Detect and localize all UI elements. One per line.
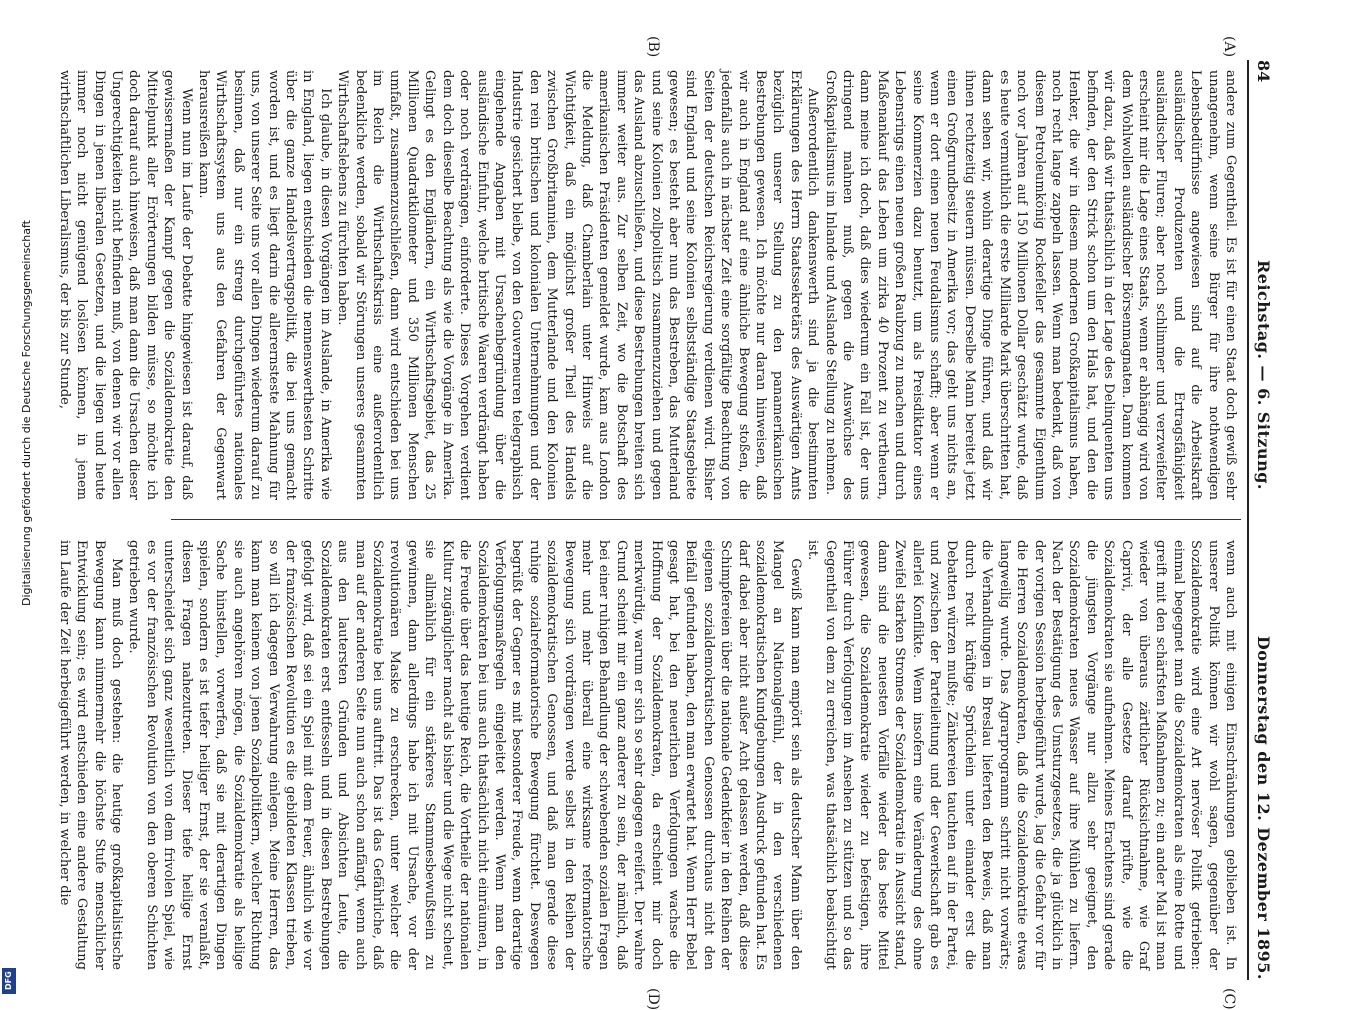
left-paragraph: andere zum Gegentheil. Es ist für einen Staat doch gewiß sehr unangenehm, wenn seine Bürger für ihre nothwendigen Lebensbedürfnisse angewiesen sind auf die Arbeitskraft ausländischer Produzenten und die Ertragsfähigkeit ausländischer Fluren; aber noch schlimmer und verzweifelter erscheint mir die Lage eines Staats, wenn er abhängig wird von dem Wohlwollen ausländischer Börsenmagnaten. Dann kommen wir dazu, daß wir thatsächlich in der Lage des Delinquenten uns befinden, der den Strick schon um den Hals hat, und den die Henker, die wir in diesem modernen Großkapitalismus haben, noch recht lange zappeln lassen. Wenn man bedenkt, daß von diesem Petroleumkönig Rockefeller das gesammte Eigenthum noch vor Jahren auf 150 Millionen Dollar geschätzt wurde, daß es heute vermuthlich die erste Milliarde Mark überschritten hat, dann sehen wir, wohin derartige Dinge führen, und daß wir ihnen rechtzeitig steuern müssen. Derselbe Mann bereitet jetzt einen Großgrundbesitz in Amerika vor; das geht uns nichts an, wenn er dort einen neuen Feudalismus schafft; aber wenn er seine Kommerzien dazu benutzt, um als Preisdiktator eines Lebensrings einen neuen großen Raubzug zu machen und durch Maßenankauf das Leben um zirka 40 Prozent zu vertheuern, dann meine ich doch, daß dies wiederum ein Fall ist, der uns dringend mahnen muß, gegen die Auswüchse des Großkapitalismus im Inlande und Auslande Stellung zu nehmen. bbox=[822, 70, 1238, 500]
left-paragraph: Wenn nun im Laufe der Debatte hingewiesen ist darauf, daß gewissermaßen der Kampf gegen die Sozialdemokratie den Mittelpunkt aller Erörterungen bilden müsse, so möchte ich doch darauf auch hinweisen, daß man dann die Ursachen dieser Ungerechtigkeiten nicht befinden muß, von denen wir vor allen Dingen in jenen liberalen Gesetzen, und die liegen und heute immer noch nicht genügend loslösen können, in jenem wirthschaftlichen Liberalismus, der bis zur Stunde, bbox=[56, 70, 194, 500]
right-paragraph: wenn auch mit einigen Einschränkungen geblieben ist. In unserer Politik können wir wohl sagen, gegenüber der Sozialdemokratie wird eine Art nervöser Politik getrieben: einmal begegnet man die Sozialdemokraten als eine Rotte und greift mit den schärfsten Maßnahmen zu; ein ander Mal ist man wieder von überaus zärtlicher Rücksichtnahme, wie Graf Caprivi, der alle Gesetze darauf prüfte, wie die Sozialdemokraten sie aufnehmen. Meines Erachtens sind gerade die jüngsten Vorgänge nur allzu sehr geeignet, den Sozialdemokraten neues Wasser auf ihre Mühlen zu liefern. Nach der Bestätigung des Umsturzgesetzes, die ja glücklich in der vorigen Session herbeigeführt wurde, lag die Gefahr vor für die Herren Sozialdemokraten, daß die Sozialdemokratie etwas langweilig wurde. Das Agrarprogramm schritt nicht vorwärts; die Verhandlungen in Breslau lieferten den Beweis, daß man durch recht kräftige Sprüchlein unter einander erst die Debatten würzen mußte; Zänkereien tauchten auf in der Partei, und zwischen der Parteileitung und der Gewerkschaft gab es allerlei Konflikte. Wenn insofern eine Veränderung des ohne Zweifel starken Stromes der Sozialdemokratie in Aussicht stand, dann sind die neuesten Vorfälle wieder das beste Mittel gewesen, die Sozialdemokratie wieder zu befestigen, ihre Führer durch Verfolgungen im Ansehen zu stützen und so das Gegentheil von dem zu erreichen, was thatsächlich beabsichtigt ist. bbox=[805, 540, 1238, 970]
credit-text: Digitalisierung gefördert durch die Deutsche Forschungsgemeinschaft bbox=[20, 220, 33, 606]
dfg-logo: DFG bbox=[2, 968, 16, 994]
page-date: Donnerstag den 12. Dezember 1895. bbox=[1254, 635, 1273, 980]
margin-marker-a: (A) bbox=[1221, 36, 1237, 58]
left-column bbox=[56, 70, 1239, 500]
margin-marker-b: (B) bbox=[645, 36, 661, 58]
margin-marker-c: (C) bbox=[1221, 988, 1237, 1010]
right-column bbox=[56, 540, 1239, 970]
header-rule bbox=[1247, 60, 1249, 980]
left-paragraph: Ich glaube, in diesen Vorgängen im Auslande, in Amerika wie in England, liegen entschieden die nennenswerthesten Schritte über die ganze Handelsvertragspolitik, die bei uns gemacht worden ist, und es liegt darin die allerernsteste Mahnung für uns, von unserer Seite uns vor allen Dingen wiederum darauf zu besinnen, daß nur ein streng durchgeführtes nationales Wirthschaftssystem uns aus den Gefahren der Gegenwart herausreißen kann. bbox=[196, 70, 333, 500]
page-title: Reichstag. — 6. Sitzung. bbox=[1254, 260, 1273, 490]
right-paragraph: Man muß doch gestehen: die heutige großkapitalistische Bewegung kann nimmermehr die höchste Stufe menschlicher Entwicklung sein; es wird entschieden eine andere Gestaltung im Laufe der Zeit herbeigeführt werden, in welcher die bbox=[56, 540, 124, 970]
digitization-credit bbox=[2, 0, 33, 1000]
left-paragraph: Außerordentlich dankenswerth sind ja die bestimmten Erklärungen des Herrn Staatssekretärs des Auswärtigen Amts bezüglich unserer Stellung zu den panamerikanischen Bestrebungen gewesen. Ich möchte nur daran hinweisen, daß wir auch in England auf eine ähnliche Bewegung stoßen, die jedenfalls auch in nächster Zeit eine sorgfältige Beachtung von Seiten der deutschen Reichsregierung verdienen wird. Bisher sind England und seine Kolonien selbstständige Staatsgebiete gewesen; es besteht aber nun das Bestreben, das Mutterland und seine Kolonien zollpolitisch zusammenzuziehen und gegen das Ausland abzuschließen, und diese Bestrebungen breiten sich immer weiter aus. Zur selben Zeit, wo die Botschaft des amerikanischen Präsidenten gemeldet wurde, kam aus London die Meldung, daß Chamberlain unter Hinweis auf die Wichtigkeit, daß ein möglichst großer Theil des Handels zwischen Großbritannien, dem Mutterlande und den Kolonien den rein britischen und kolonialen Unternehmungen und der Industrie gesichert bleibe, von den Gouverneuren telegraphisch eingehende Angaben mit Ursachenbegründung über die ausländische Einfuhr, welche britische Waaren verdrängt haben oder noch verdrängen, einforderte. Dieses Vorgehen verdient dem doch dieselbe Beachtung als wie die Vorgänge in Amerika. Gelingt es den Engländern, ein Wirthschaftsgebiet, das 25 Millionen Quadratkilometer und 350 Millionen Menschen umfaßt, zusammenzuschließen, dann wird entschieden bei uns im Reich die Wirthschaftskrisis eine außerordentlich bedenkliche werden, sobald wir Störungen unseres gesammten Wirthschaftslebens zu fürchten haben. bbox=[335, 70, 821, 500]
page-number: 84 bbox=[1254, 60, 1273, 83]
column-divider bbox=[171, 519, 1241, 520]
right-paragraph: Gewiß kann man empört sein als deutscher Mann über den Mangel an Nationalgefühl, der in den verschiedenen sozialdemokratischen Kundgebungen Ausdruck gefunden hat. Es darf dabei aber nicht außer Acht gelassen werden, daß diese Schimpfereien über die nationale Gedenkfeier in den Reihen der eigenen sozialdemokratischen Genossen durchaus nicht den Beifall gefunden haben, den man erwartet hat. Wenn Herr Bebel gesagt hat, bei den neuerlichen Verfolgungen wachse die Hoffnung der Sozialdemokraten, da erscheint mir doch merkwürdig, warum er sich so sehr dagegen ereifert. Der wahre Grund scheint mir ein ganz anderer zu sein, der nämlich, daß bei einer ruhigen Behandlung der schwebenden sozialen Fragen mehr und mehr überall eine wirksame reformatorische Bewegung sich vordrängen werde selbst in den Reihen der sozialdemokratischen Genossen, und daß man gerade diese ruhige sozialreformatorische Bewegung fürchtet. Deswegen begrüßt der Gegner es mit besonderer Freude, wenn derartige Verfolgungsmaßregeln eingeleitet werden. Wenn man den Sozialdemokraten bei uns auch thatsächlich nicht einräumen, in die Freude über das heutige Reich, die Vortheile der nationalen Kultur zugänglicher macht als bisher und die Wege nicht scheut, sie allmählich für ein stärkeres Stammesbewußtsein zu gewinnen, dann allerdings habe ich mit Ursache, vor der revolutionären Maske zu erschrecken, unter welcher die Sozialdemokratie bei uns auftritt. Das ist das Gefährliche, daß man auf der anderen Seite nun auch schon anfängt, wenn auch aus den lautersten Gründen und Absichten Leute, die Sozialdemokraten erst entfesseln und in diesen Bestrebungen gefolgt wird, daß sei ein Spiel mit dem Feuer, ähnlich wie vor der französischen Revolution es die gebildeten Klassen trieben, so will ich dagegen Verwahrung einlegen. Meine Herren, das kann man keinem von jenen Sozialpolitikern, welcher Richtung sie auch angehören mögen, die Sozialdemokratie als heilige Sache hinstellen, vorwerfen, daß sie mit derartigen Dingen spielen, sondern es ist tiefer heiliger Ernst, der sie veranlaßt, diesen Fragen nahezutreten. Dieser tiefe heilige Ernst unterscheidet sich ganz wesentlich von dem frivolen Spiel, wie es vor der französischen Revolution von den oberen Schichten getrieben wurde. bbox=[126, 540, 803, 970]
rotated-page bbox=[56, 36, 1275, 1010]
margin-marker-d: (D) bbox=[645, 988, 661, 1010]
page-header bbox=[1247, 60, 1275, 980]
